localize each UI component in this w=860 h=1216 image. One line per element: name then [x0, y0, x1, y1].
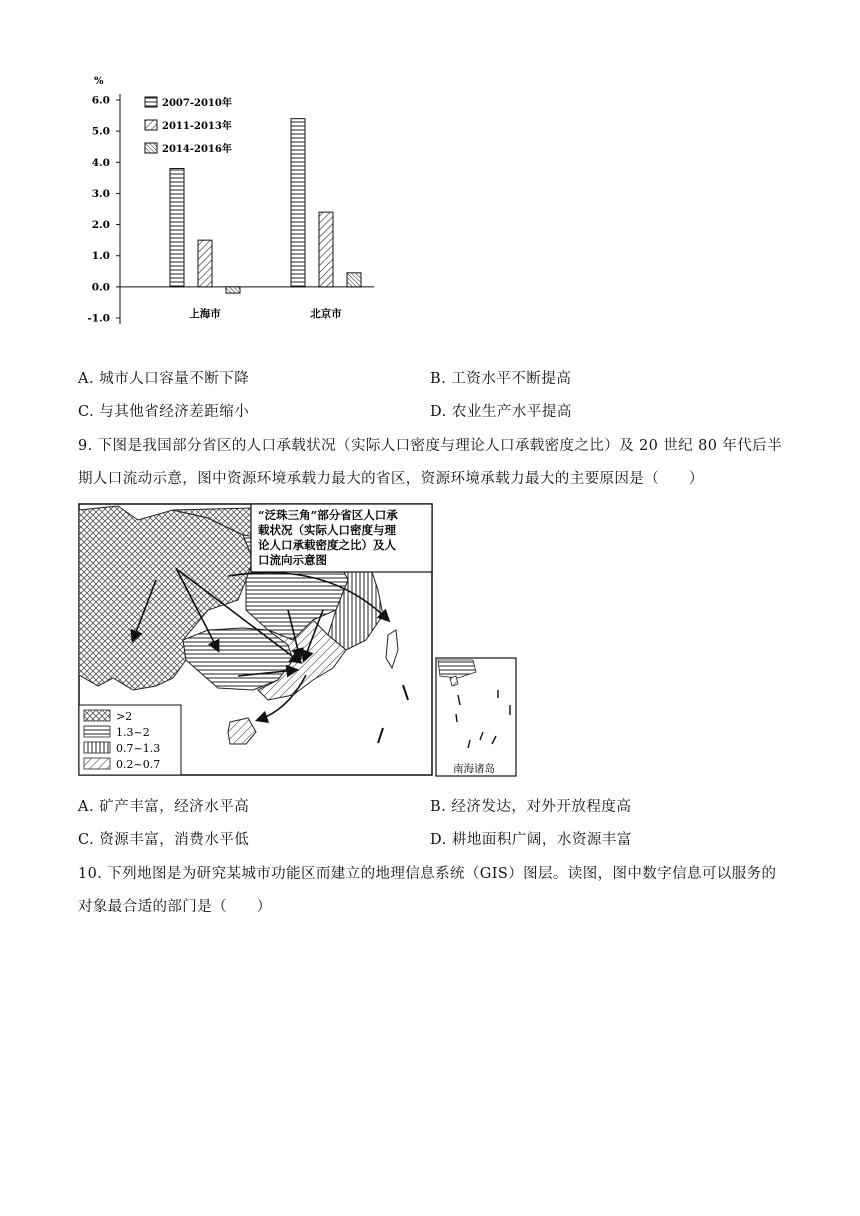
q8-option-a[interactable]: A. 城市人口容量不断下降 — [78, 371, 250, 387]
y-tick-label: 1.0 — [91, 250, 110, 263]
legend-label: 2014-2016年 — [162, 144, 232, 155]
y-tick-label: -1.0 — [87, 312, 110, 325]
legend-swatch — [145, 143, 157, 153]
q9-stem-line-2: 期人口流动示意，图中资源环境承载力最大的省区，资源环境承载力最大的主要原因是（ ） — [78, 471, 704, 487]
q10-stem-line-2: 对象最合适的部门是（ ） — [78, 899, 272, 915]
q9-option-d[interactable]: D. 耕地面积广阔，水资源丰富 — [430, 832, 632, 848]
legend-label: 2007-2010年 — [162, 98, 232, 109]
x-category-label: 上海市 — [189, 308, 221, 320]
bar — [347, 273, 361, 287]
bar-chart — [78, 68, 398, 358]
map-title-line-3: 论人口承载密度之比）及人 — [258, 538, 396, 552]
y-tick-label: 3.0 — [91, 187, 110, 200]
q8-option-c[interactable]: C. 与其他省经济差距缩小 — [78, 404, 250, 420]
legend-label-1: >2 — [116, 710, 133, 723]
q10-stem-line-1: 10. 下列地图是为研究某城市功能区而建立的地理信息系统（GIS）图层。读图，图中数字信息可以服务的 — [78, 866, 777, 882]
legend-label-3: 0.7~1.3 — [116, 742, 161, 755]
y-tick-label: 0.0 — [91, 281, 110, 294]
y-tick-label: 5.0 — [91, 125, 110, 138]
bar — [170, 169, 184, 287]
y-tick-label: 4.0 — [91, 156, 110, 169]
q9-option-b[interactable]: B. 经济发达，对外开放程度高 — [430, 799, 632, 815]
x-axis-labels — [189, 307, 342, 320]
q8-option-b[interactable]: B. 工资水平不断提高 — [430, 371, 572, 387]
inset-label: 南海诸岛 — [453, 763, 495, 775]
y-unit-label: % — [94, 76, 104, 87]
bar — [319, 212, 333, 287]
y-tick-label: 6.0 — [91, 94, 110, 107]
pan-pearl-river-delta-map — [78, 500, 518, 780]
map-title-line-2: 载状况（实际人口密度与理 — [258, 523, 396, 537]
map-title-line-1: “泛珠三角”部分省区人口承 — [258, 508, 398, 522]
q8-option-d[interactable]: D. 农业生产水平提高 — [430, 404, 572, 420]
x-category-label: 北京市 — [310, 308, 342, 320]
legend-swatch — [145, 120, 157, 130]
q9-option-c[interactable]: C. 资源丰富，消费水平低 — [78, 832, 250, 848]
legend-swatch — [145, 97, 157, 107]
chart-legend — [145, 96, 232, 155]
legend-label-2: 1.3~2 — [116, 726, 150, 739]
legend-label-4: 0.2~0.7 — [116, 758, 161, 771]
legend-label: 2011-2013年 — [162, 121, 232, 132]
map-title-line-4: 口流向示意图 — [258, 553, 327, 567]
bar — [291, 119, 305, 287]
q9-stem-line-1: 9. 下图是我国部分省区的人口承载状况（实际人口密度与理论人口承载密度之比）及 20 世纪 80 年代后半 — [78, 438, 782, 454]
bar — [226, 287, 240, 293]
y-tick-label: 2.0 — [91, 219, 110, 232]
q9-option-a[interactable]: A. 矿产丰富，经济水平高 — [78, 799, 250, 815]
bar — [198, 240, 212, 287]
